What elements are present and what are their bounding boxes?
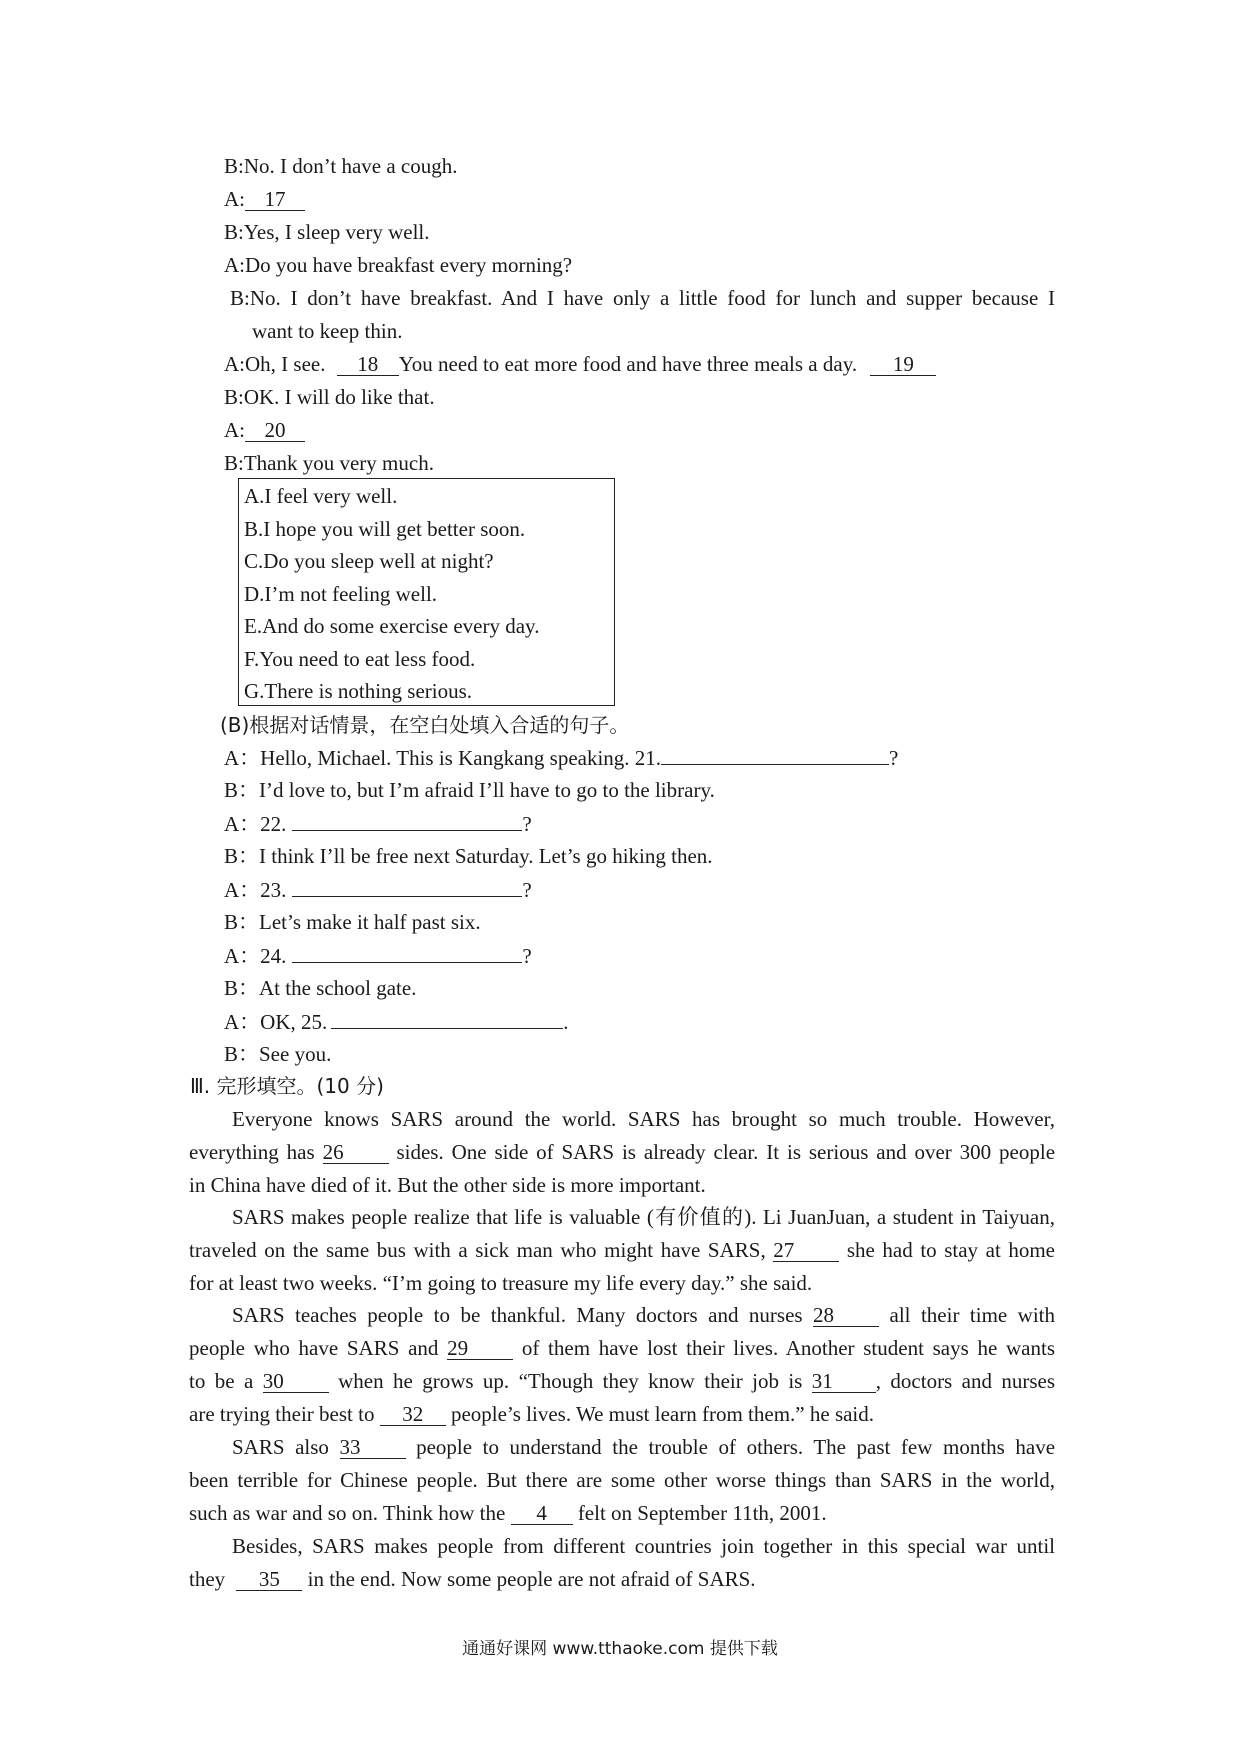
dialogue-line [224,186,305,212]
passage-line: for at least two weeks. “I’m going to treasure my life every day.” she said. [189,1271,813,1295]
blank-29: 29 [447,1337,513,1360]
speaker-label: A: [224,418,245,442]
dialogue-line [224,744,898,771]
passage-text: people who have SARS and [189,1336,439,1360]
option-g: G.There is nothing serious. [244,679,473,703]
passage-text: people’s lives. We must learn from them.” he said. [450,1402,875,1426]
passage-text: SARS also [232,1435,329,1459]
option-a: A.I feel very well. [244,484,398,508]
blank-33: 33 [340,1436,406,1459]
dialogue-line: B：At the school gate. [224,976,417,1000]
dialogue-text: . [563,1010,569,1034]
answer-line-23 [292,876,522,897]
option-e: E.And do some exercise every day. [244,614,540,638]
blank-30: 30 [263,1370,329,1393]
option-f: F.You need to eat less food. [244,647,476,671]
dialogue-line [224,1008,569,1035]
section-b-heading: (B)根据对话情景，在空白处填入合适的句子。 [220,713,630,737]
dialogue-text: ? [889,746,899,770]
dialogue-text: A：OK, 25. [224,1010,328,1034]
passage-text: when he grows up. “Though they know their job is [338,1369,803,1393]
dialogue-line [224,942,532,969]
passage-text: in the end. Now some people are not afraid of SARS. [307,1567,756,1591]
dialogue-text: A：Hello, Michael. This is Kangkang speaking. 21. [224,746,662,770]
answer-line-22 [292,810,522,831]
dialogue-line: B:No. I don’t have breakfast. And I have only a little food for lunch and supper because I [230,286,1055,310]
option-c: C.Do you sleep well at night? [244,549,494,573]
blank-34: 4 [511,1502,573,1525]
passage-text: felt on September 11th, 2001. [577,1501,827,1525]
blank-20: 20 [245,419,305,442]
dialogue-text: ? [522,878,532,902]
section-3-heading: Ⅲ. 完形填空。(10 分) [190,1074,384,1098]
dialogue-text: A:Oh, I see. [224,352,326,376]
passage-text: are trying their best to [189,1402,375,1426]
dialogue-line: B：Let’s make it half past six. [224,910,481,934]
passage-text: they [189,1567,226,1591]
answer-line-21 [661,744,889,765]
dialogue-line: B:OK. I will do like that. [224,385,435,409]
passage-line: SARS makes people realize that life is valuable (有价值的). Li JuanJuan, a student in Taiyuan, [232,1205,1055,1229]
passage-text: , doctors and nurses [875,1369,1056,1393]
passage-text: everything has [189,1140,315,1164]
option-b: B.I hope you will get better soon. [244,517,526,541]
dialogue-line: want to keep thin. [252,319,403,343]
blank-32: 32 [380,1403,446,1426]
blank-18: 18 [337,353,399,376]
dialogue-line: B：I think I’ll be free next Saturday. Let’s go hiking then. [224,844,713,868]
dialogue-line [224,810,532,837]
blank-26: 26 [323,1141,389,1164]
dialogue-text: ? [522,812,532,836]
page-footer: 通通好课网 www.tthaoke.com 提供下载 [462,1639,778,1659]
passage-text: she had to stay at home [846,1238,1056,1262]
dialogue-text: You need to eat more food and have three meals a day. [398,352,858,376]
blank-35: 35 [236,1568,302,1591]
passage-line: in China have died of it. But the other side is more important. [189,1173,706,1197]
dialogue-line: B:No. I don’t have a cough. [224,154,458,178]
blank-27: 27 [773,1239,839,1262]
speaker-label: A: [224,187,245,211]
blank-17: 17 [245,188,305,211]
passage-line [189,1500,827,1526]
blank-31: 31 [812,1370,876,1393]
dialogue-line: B:Thank you very much. [224,451,434,475]
dialogue-text: A：24. [224,944,287,968]
passage-line: been terrible for Chinese people. But there are some other worse things than SARS in the world, [189,1468,1055,1492]
answer-line-24 [292,942,522,963]
passage-text: SARS teaches people to be thankful. Many doctors and nurses [232,1303,803,1327]
passage-line [232,1434,1055,1460]
passage-line [189,1401,874,1427]
passage-text: all their time with [889,1303,1056,1327]
passage-line: Everyone knows SARS around the world. SARS has brought so much trouble. However, [232,1107,1055,1131]
dialogue-line [224,351,936,377]
dialogue-line: B：See you. [224,1042,332,1066]
dialogue-line: B:Yes, I sleep very well. [224,220,430,244]
passage-text: sides. One side of SARS is already clear. It is serious and over 300 people [396,1140,1056,1164]
passage-line [189,1335,1055,1361]
passage-text: to be a [189,1369,254,1393]
passage-text: people to understand the trouble of others. The past few months have [416,1435,1056,1459]
passage-text: traveled on the same bus with a sick man who might have SARS, [189,1238,766,1262]
option-d: D.I’m not feeling well. [244,582,438,606]
dialogue-line: B：I’d love to, but I’m afraid I’ll have to go to the library. [224,778,715,802]
passage-line: Besides, SARS makes people from different countries join together in this special war until [232,1534,1055,1558]
blank-19: 19 [870,353,936,376]
dialogue-line [224,417,305,443]
passage-line [189,1566,756,1592]
passage-line [189,1139,1055,1165]
dialogue-line: A:Do you have breakfast every morning? [224,253,573,277]
passage-text: such as war and so on. Think how the [189,1501,506,1525]
blank-28: 28 [813,1304,879,1327]
passage-text: of them have lost their lives. Another student says he wants [521,1336,1055,1360]
dialogue-text: ? [522,944,532,968]
dialogue-text: A：22. [224,812,287,836]
passage-line [189,1237,1055,1263]
passage-line [189,1368,1055,1394]
passage-line [232,1302,1055,1328]
answer-line-25 [331,1008,563,1029]
dialogue-line [224,876,532,903]
dialogue-text: A：23. [224,878,287,902]
